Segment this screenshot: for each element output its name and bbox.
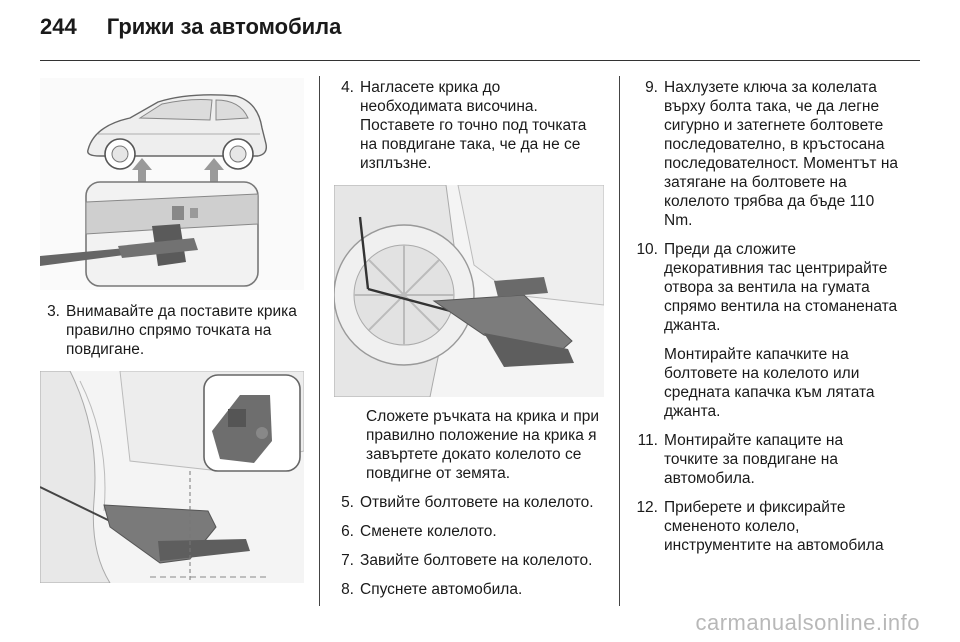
step-number: 10. xyxy=(636,241,658,258)
step-text: Спуснете автомобила. xyxy=(360,581,523,598)
step-number: 12. xyxy=(636,499,658,516)
jack-placement-illustration xyxy=(40,371,304,583)
step-number: 11. xyxy=(637,432,658,449)
step-12 xyxy=(634,498,900,555)
section-title: Грижи за автомобила xyxy=(106,14,342,39)
page-header xyxy=(40,14,341,48)
step-11 xyxy=(634,431,900,488)
step-6 xyxy=(334,522,604,541)
step-text: Завийте болтовете на колелото. xyxy=(360,552,593,569)
column-divider xyxy=(619,76,620,606)
step-number: 7. xyxy=(341,552,354,569)
page-number: 244 xyxy=(40,14,77,39)
step-8 xyxy=(334,580,604,599)
watermark: carmanualsonline.info xyxy=(695,610,920,635)
car-lift-points-illustration xyxy=(40,78,304,290)
column-1 xyxy=(40,78,304,583)
step-4 xyxy=(334,78,604,173)
step-text: Сменете колелото. xyxy=(360,523,497,540)
crank-note: Сложете ръчката на крика и при правилно положение на крика я завъртете докато колелото се повдигне от земята. xyxy=(366,408,600,482)
step-number: 3. xyxy=(47,303,60,320)
step-text: Нахлузете ключа за колелата върху болта така, че да легне сигурно и затегнете болтовете последователно, в кръстосана последователност. Моментът на затягане на болтовете на колелото трябва да бъде 110 Nm. xyxy=(664,79,899,229)
header-rule xyxy=(40,60,920,61)
step-text: Преди да сложите декоративния тас центрирайте отвора за вентила на гумата спрямо вентила на стоманената джанта. xyxy=(664,241,898,334)
step-9 xyxy=(634,78,900,230)
step-number: 5. xyxy=(341,494,354,511)
step-number: 4. xyxy=(341,79,354,96)
column-3 xyxy=(634,78,900,555)
step-number: 9. xyxy=(645,79,658,96)
step-5 xyxy=(334,493,604,512)
step-text: Отвийте болтовете на колелото. xyxy=(360,494,594,511)
step-text: Нагласете крика до необходимата височина. Поставете го точно под точката на повдигане така, че да не се изплъзне. xyxy=(360,79,587,172)
step-number: 8. xyxy=(341,581,354,598)
step-text: Внимавайте да поставите крика правилно спрямо точката на повдигане. xyxy=(66,303,297,358)
step-text: Приберете и фиксирайте смененото колело, инструментите на автомобила xyxy=(664,499,884,554)
step-text: Монтирайте капаците на точките за повдигане на автомобила. xyxy=(664,432,844,487)
step-10 xyxy=(634,240,900,335)
step-10-note: Монтирайте капачките на болтовете на колелото или средната капачка към лятата джанта. xyxy=(664,346,875,420)
column-divider xyxy=(319,76,320,606)
column-2 xyxy=(334,78,604,599)
jack-crank-illustration xyxy=(334,185,604,397)
step-7 xyxy=(334,551,604,570)
step-3 xyxy=(40,302,304,359)
step-number: 6. xyxy=(341,523,354,540)
